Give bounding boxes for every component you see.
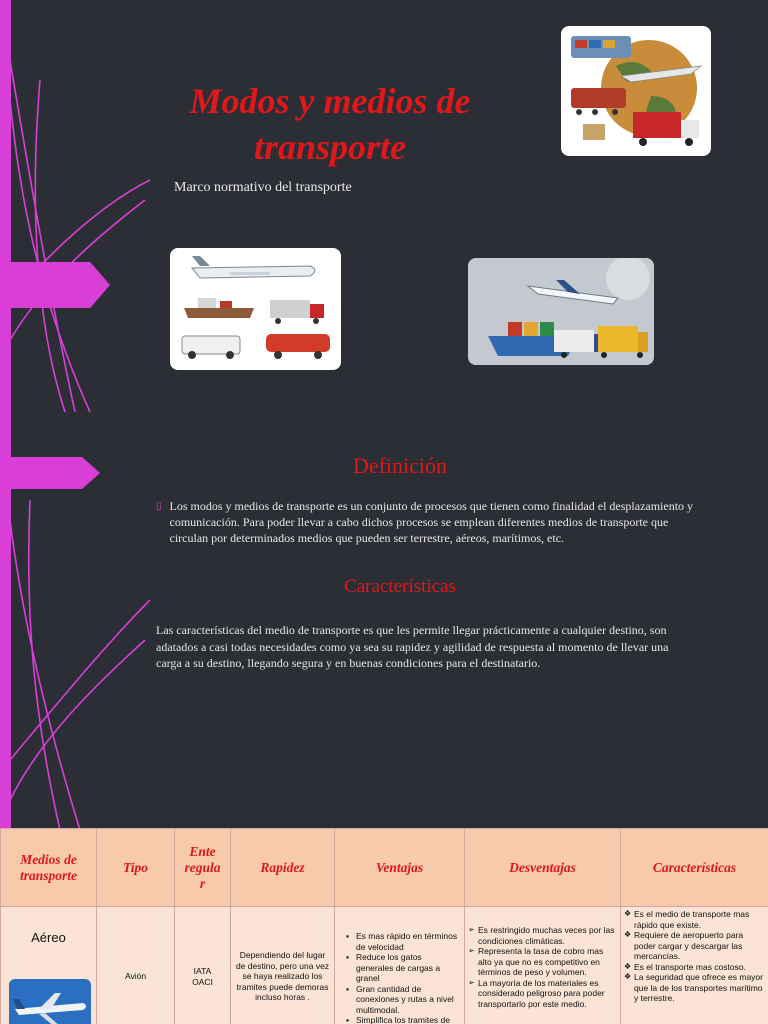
list-item: ▪ Simplifica los tramites de — [346, 1015, 461, 1024]
transport-table-wrapper — [0, 828, 768, 1024]
cell-ventajas — [335, 907, 465, 1024]
list-item: ▪ Reduce los gatos generales de cargas a granel — [346, 952, 461, 984]
multimodal-transport-image — [468, 258, 654, 365]
header-desventajas: Desventajas — [465, 829, 621, 907]
list-item: ➢ La mayoría de los materiales es considerado peligroso para poder transportarlo por este medio. — [468, 978, 617, 1010]
header-caracteristicas: Características — [621, 829, 768, 907]
caracteristicas-text: Las características del medio de transporte es que les permite llegar prácticamente a cualquier destino, son adatados a casi todas necesidades como ya sea su rapidez y agilidad de respuesta al momento de llevar una carga a su destino, llegando segura y en buenas condiciones para el destinatario. — [156, 623, 669, 670]
bullet-square-icon: ▯ — [156, 501, 162, 512]
cell-ente: IATA OACI — [175, 907, 231, 1024]
list-item: ❖ La seguridad que ofrece es mayor que la de los transportes marítimo y terrestre. — [624, 972, 765, 1004]
cell-desventajas — [465, 907, 621, 1024]
list-item: ▪ Gran cantidad de conexiones y rutas a nivel multimodal. — [346, 984, 461, 1016]
header-tipo: Tipo — [97, 829, 175, 907]
list-item: ❖ Requiere de aeropuerto para poder cargar y descargar las mercancías. — [624, 930, 765, 962]
vehicles-collage-image — [170, 248, 341, 370]
header-ente: Ente regula r — [175, 829, 231, 907]
cell-rapidez: Dependiendo del lugar de destino, pero una vez se haya realizado los tramites puede demoras incluso horas . — [231, 907, 335, 1024]
table-header-row — [1, 829, 768, 907]
slide-subtitle: Marco normativo del transporte — [174, 180, 352, 195]
list-item: ❖ Es el medio de transporte mas rápido que existe. — [624, 909, 765, 930]
transport-table — [0, 828, 768, 1024]
list-item: ➢ Es restringido muchas veces por las condiciones climáticas. — [468, 925, 617, 946]
cell-tipo: Avión — [97, 907, 175, 1024]
arrow-tab-1 — [0, 262, 110, 308]
header-ventajas: Ventajas — [335, 829, 465, 907]
arrow-tab-2 — [0, 457, 100, 489]
header-rapidez: Rapidez — [231, 829, 335, 907]
definicion-text: Los modos y medios de transporte es un conjunto de procesos que tienen como finalidad el desplazamiento y comunicación. Para poder llevar a cabo dichos procesos se emplean diferentes medios de transporte que circulan por determinados medios que pueden ser terrestre, aéreos, marítimos, etc. — [169, 499, 694, 545]
table-row — [1, 907, 768, 1024]
header-medios: Medios de transporte — [1, 829, 97, 907]
list-item: ▪ Es mas rápido en términos de velocidad — [346, 931, 461, 952]
definicion-bullet — [156, 498, 696, 546]
list-item: ➢ Representa la tasa de cobro mas alto ya que no es competitivo en términos de peso y volumen. — [468, 946, 617, 978]
medio-label: Aéreo — [31, 930, 66, 945]
caracteristicas-heading: Características — [344, 576, 456, 597]
definicion-heading: Definición — [352, 453, 448, 478]
globe-transport-image — [561, 26, 711, 156]
airplane-image — [9, 979, 91, 1024]
cell-medio — [1, 907, 97, 1024]
list-item: ❖ Es el transporte mas costoso. — [624, 962, 765, 973]
cell-caracteristicas — [621, 907, 768, 1024]
slide-title: Modos y medios de transporte — [189, 81, 471, 167]
